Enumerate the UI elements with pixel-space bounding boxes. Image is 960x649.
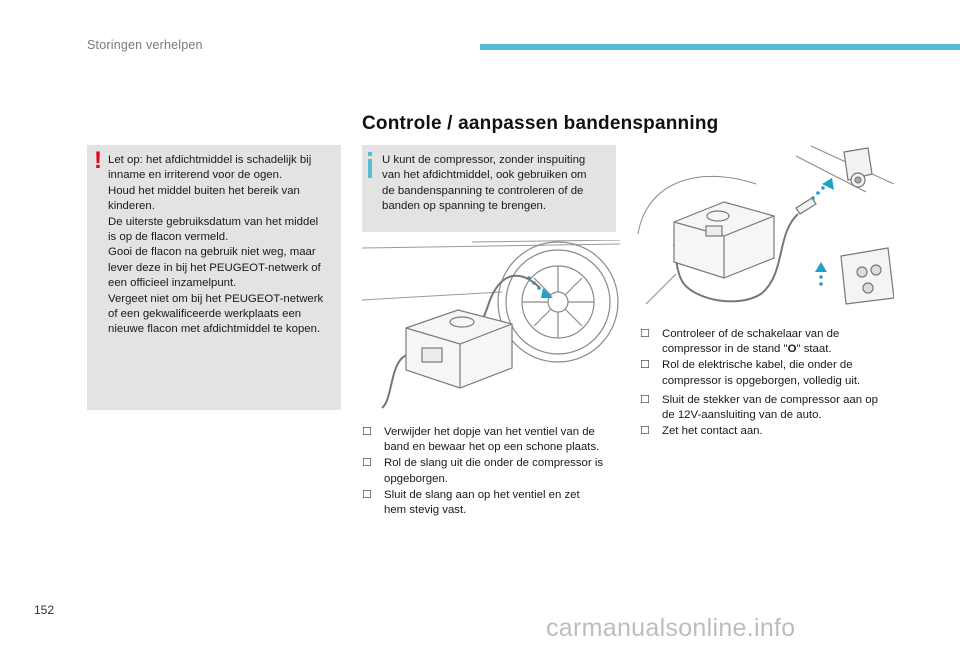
info-line: banden op spanning te brengen. <box>382 200 547 213</box>
step-item <box>640 358 902 388</box>
step-line: Sluit de stekker van de compressor aan op <box>662 394 878 406</box>
compressor-socket-illustration <box>636 144 894 314</box>
step-item <box>640 424 902 439</box>
checkbox-icon: ☐ <box>362 488 372 501</box>
warning-line: Houd het middel buiten het bereik van <box>108 184 300 197</box>
steps-list-switch <box>640 327 902 390</box>
warning-line: of een gekwalificeerde werkplaats een <box>108 308 302 321</box>
warning-line: inname en irriterend voor de ogen. <box>108 169 283 182</box>
checkbox-icon: ☐ <box>640 425 650 438</box>
warning-line: een officieel inzamelpunt. <box>108 277 237 290</box>
info-line: van het afdichtmiddel, ook gebruiken om <box>382 169 587 182</box>
step-item <box>640 393 902 423</box>
warning-line: De uiterste gebruiksdatum van het middel <box>108 215 319 228</box>
step-line: opgeborgen. <box>384 472 448 485</box>
info-text <box>382 153 587 215</box>
step-line: Rol de elektrische kabel, die onder de <box>662 359 853 372</box>
step-line: Controleer of de schakelaar van de <box>662 328 840 340</box>
page-header-title: Storingen verhelpen <box>87 38 203 52</box>
info-icon <box>368 152 372 178</box>
step-item <box>362 456 624 486</box>
steps-list-socket <box>640 393 902 441</box>
step-item <box>362 488 624 518</box>
step-line: Sluit de slang aan op het ventiel en zet <box>384 488 580 501</box>
warning-line: Gooi de flacon na gebruik niet weg, maar <box>108 246 316 259</box>
info-line: de bandenspanning te controleren of de <box>382 184 584 197</box>
header-accent-bar <box>480 44 960 50</box>
checkbox-icon: ☐ <box>640 394 650 406</box>
warning-line: Let op: het afdichtmiddel is schadelijk bij <box>108 154 312 166</box>
step-line: band en bewaar het op een schone plaats. <box>384 441 600 454</box>
step-line: Rol de slang uit die onder de compressor is <box>384 457 604 470</box>
warning-line: kinderen. <box>108 200 155 213</box>
steps-list-valve <box>362 425 624 519</box>
step-line <box>662 342 902 357</box>
step-line: hem stevig vast. <box>384 504 467 517</box>
info-box <box>362 145 616 232</box>
warning-line: lever deze in bij het PEUGEOT-netwerk of <box>108 261 321 274</box>
checkbox-icon: ☐ <box>640 359 650 372</box>
page-number: 152 <box>34 603 55 617</box>
info-line: U kunt de compressor, zonder inspuiting <box>382 154 586 166</box>
warning-line: Vergeet niet om bij het PEUGEOT-netwerk <box>108 292 324 305</box>
step-text: compressor in de stand " <box>662 343 788 356</box>
step-line: compressor is opgeborgen, volledig uit. <box>662 374 861 387</box>
compressor-tyre-illustration <box>362 240 620 410</box>
step-text: " staat. <box>796 343 832 356</box>
switch-position: O <box>787 343 797 356</box>
watermark: carmanualsonline.info <box>546 614 796 642</box>
section-title: Controle / aanpassen bandenspanning <box>362 113 719 134</box>
checkbox-icon: ☐ <box>362 426 372 438</box>
checkbox-icon: ☐ <box>362 457 372 470</box>
step-item <box>362 425 624 455</box>
warning-line: is op de flacon vermeld. <box>108 231 229 244</box>
warning-box <box>87 145 341 410</box>
warning-line: nieuwe flacon met afdichtmiddel te kopen. <box>108 323 321 336</box>
step-item <box>640 327 902 357</box>
step-line: Zet het contact aan. <box>662 425 763 438</box>
warning-text <box>108 153 323 338</box>
step-line: de 12V-aansluiting van de auto. <box>662 409 822 422</box>
step-line: Verwijder het dopje van het ventiel van de <box>384 426 595 438</box>
checkbox-icon: ☐ <box>640 328 650 340</box>
exclamation-icon: ! <box>94 147 102 174</box>
